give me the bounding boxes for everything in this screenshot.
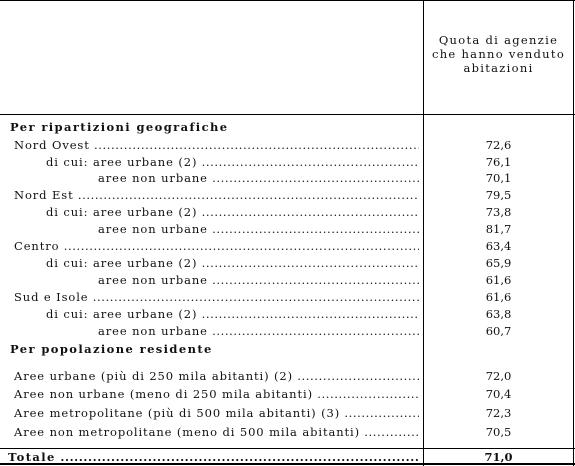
row-value: 70,4 bbox=[485, 387, 512, 401]
row-value: 61,6 bbox=[485, 273, 512, 287]
row-label: Aree urbane (più di 250 mila abitanti) (2) ..... bbox=[14, 369, 419, 384]
row-value: 63,4 bbox=[485, 239, 512, 253]
column-header-line-3: abitazioni bbox=[463, 61, 534, 75]
row-label: Nord Ovest ..... bbox=[14, 138, 419, 153]
column-header bbox=[426, 33, 571, 75]
row-label: Sud e Isole ..... bbox=[14, 290, 419, 305]
row-value: 81,7 bbox=[485, 222, 512, 236]
table-row bbox=[0, 256, 575, 272]
table-row bbox=[0, 188, 575, 204]
row-value: 79,5 bbox=[485, 188, 512, 202]
table-row bbox=[0, 387, 575, 403]
row-value: 72,6 bbox=[485, 138, 512, 152]
row-value: 60,7 bbox=[485, 324, 512, 338]
section-heading-population: Per popolazione residente bbox=[10, 342, 213, 356]
row-value: 76,1 bbox=[485, 155, 512, 169]
table-row bbox=[0, 171, 575, 187]
row-label: aree non urbane ..... bbox=[98, 324, 419, 339]
row-value: 70,5 bbox=[485, 425, 512, 439]
table-row bbox=[0, 425, 575, 441]
row-label: aree non urbane ..... bbox=[98, 222, 419, 237]
row-label: Centro ..... bbox=[14, 239, 419, 254]
table-row bbox=[0, 205, 575, 221]
column-header-line-1: Quota di agenzie bbox=[438, 33, 559, 47]
row-label: di cui: aree urbane (2) ..... bbox=[46, 155, 419, 170]
row-value: 61,6 bbox=[485, 290, 512, 304]
row-value: 72,3 bbox=[485, 406, 512, 420]
row-value: 72,0 bbox=[485, 369, 512, 383]
table-row bbox=[0, 324, 575, 340]
row-label: Aree non metropolitane (meno di 500 mila abitanti) ..... bbox=[14, 425, 419, 440]
row-value: 65,9 bbox=[485, 256, 512, 270]
row-label: di cui: aree urbane (2) ..... bbox=[46, 307, 419, 322]
section-heading-row bbox=[0, 120, 575, 136]
section-heading-row bbox=[0, 342, 575, 358]
row-label: di cui: aree urbane (2) ..... bbox=[46, 256, 419, 271]
row-value: 63,8 bbox=[485, 307, 512, 321]
total-row bbox=[0, 450, 575, 466]
row-value: 73,8 bbox=[485, 205, 512, 219]
table-row bbox=[0, 406, 575, 422]
table-row bbox=[0, 138, 575, 154]
row-label: aree non urbane ..... bbox=[98, 273, 419, 288]
row-label: Aree metropolitane (più di 500 mila abitanti) (3) ..... bbox=[14, 406, 419, 421]
row-label: Aree non urbane (meno di 250 mila abitanti) ..... bbox=[14, 387, 419, 402]
header-bottom-border bbox=[0, 114, 575, 115]
table-row bbox=[0, 369, 575, 385]
total-label: Totale ..... bbox=[8, 450, 419, 465]
table-row bbox=[0, 222, 575, 238]
row-label: Nord Est ..... bbox=[14, 188, 419, 203]
section-heading-geographic: Per ripartizioni geografiche bbox=[10, 120, 229, 134]
column-header-line-2: che hanno venduto bbox=[431, 47, 566, 61]
table-row bbox=[0, 290, 575, 306]
row-label: aree non urbane ..... bbox=[98, 171, 419, 186]
table-row bbox=[0, 239, 575, 255]
table-row bbox=[0, 155, 575, 171]
row-label: di cui: aree urbane (2) ..... bbox=[46, 205, 419, 220]
row-value: 70,1 bbox=[485, 171, 512, 185]
table-row bbox=[0, 307, 575, 323]
total-value: 71,0 bbox=[484, 450, 513, 464]
table-row bbox=[0, 273, 575, 289]
table-top-border bbox=[0, 0, 575, 1]
total-top-border bbox=[0, 448, 575, 449]
